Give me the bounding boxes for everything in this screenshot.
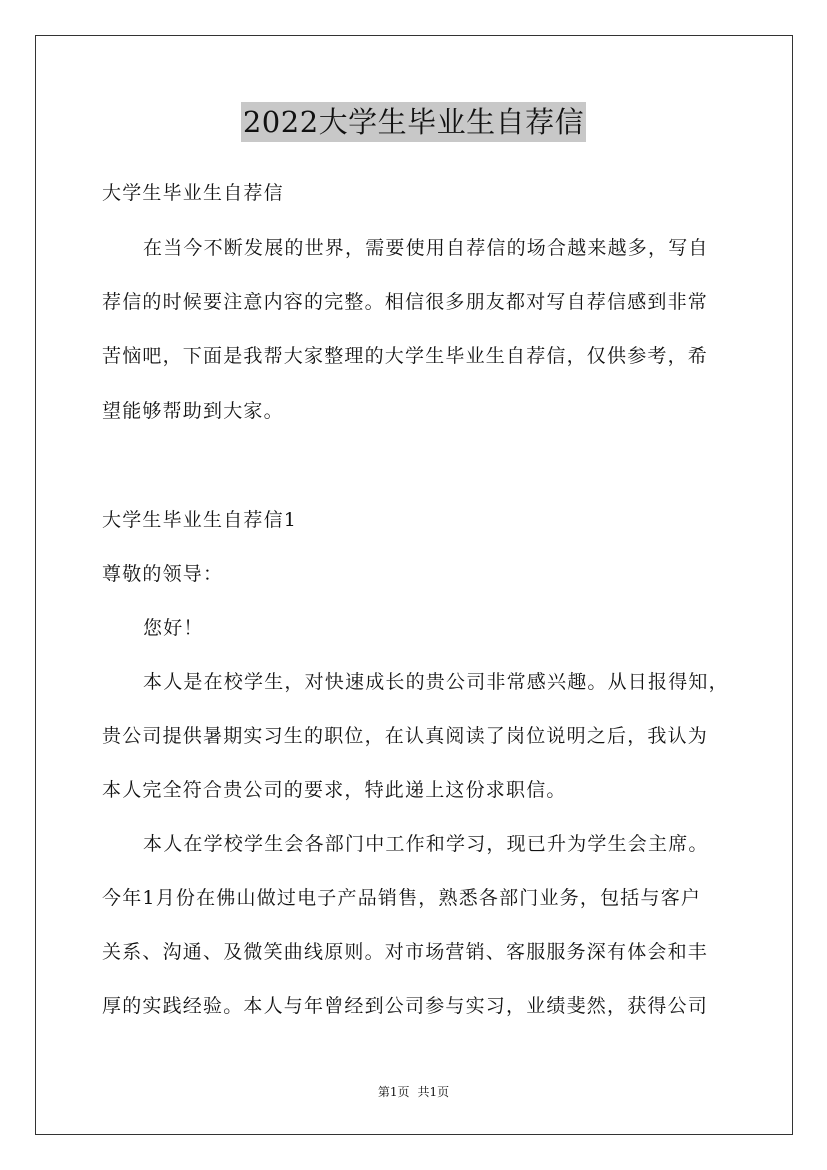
paragraph-line: 厚的实践经验。本人与年曾经到公司参与实习，业绩斐然，获得公司 (102, 995, 709, 1017)
greeting: 您好！ (143, 617, 204, 639)
paragraph-line: 贵公司提供暑期实习生的职位，在认真阅读了岗位说明之后，我认为 (102, 725, 709, 747)
intro-line: 荐信的时候要注意内容的完整。相信很多朋友都对写自荐信感到非常 (102, 291, 709, 313)
paragraph-line: 本人是在校学生，对快速成长的贵公司非常感兴趣。从日报得知， (143, 671, 729, 693)
document-heading: 大学生毕业生自荐信 (102, 182, 284, 204)
paragraph-line: 本人完全符合贵公司的要求，特此递上这份求职信。 (102, 779, 567, 801)
page-number: 第1页 (377, 1085, 410, 1099)
paragraph-line: 本人在学校学生会各部门中工作和学习，现已升为学生会主席。 (143, 833, 709, 855)
section-title: 大学生毕业生自荐信1 (102, 509, 298, 531)
salutation: 尊敬的领导： (102, 563, 224, 585)
intro-line: 苦恼吧，下面是我帮大家整理的大学生毕业生自荐信，仅供参考，希 (102, 345, 709, 367)
document-title: 2022大学生毕业生自荐信 (241, 102, 586, 142)
intro-line: 在当今不断发展的世界，需要使用自荐信的场合越来越多，写自 (143, 237, 709, 259)
paragraph-line: 关系、沟通、及微笑曲线原则。对市场营销、客服服务深有体会和丰 (102, 941, 709, 963)
paragraph-line: 今年1月份在佛山做过电子产品销售，熟悉各部门业务，包括与客户 (102, 887, 702, 909)
intro-line: 望能够帮助到大家。 (102, 400, 284, 422)
page-total: 共1页 (417, 1085, 450, 1099)
title-container (0, 102, 827, 142)
page-footer (0, 1084, 827, 1100)
